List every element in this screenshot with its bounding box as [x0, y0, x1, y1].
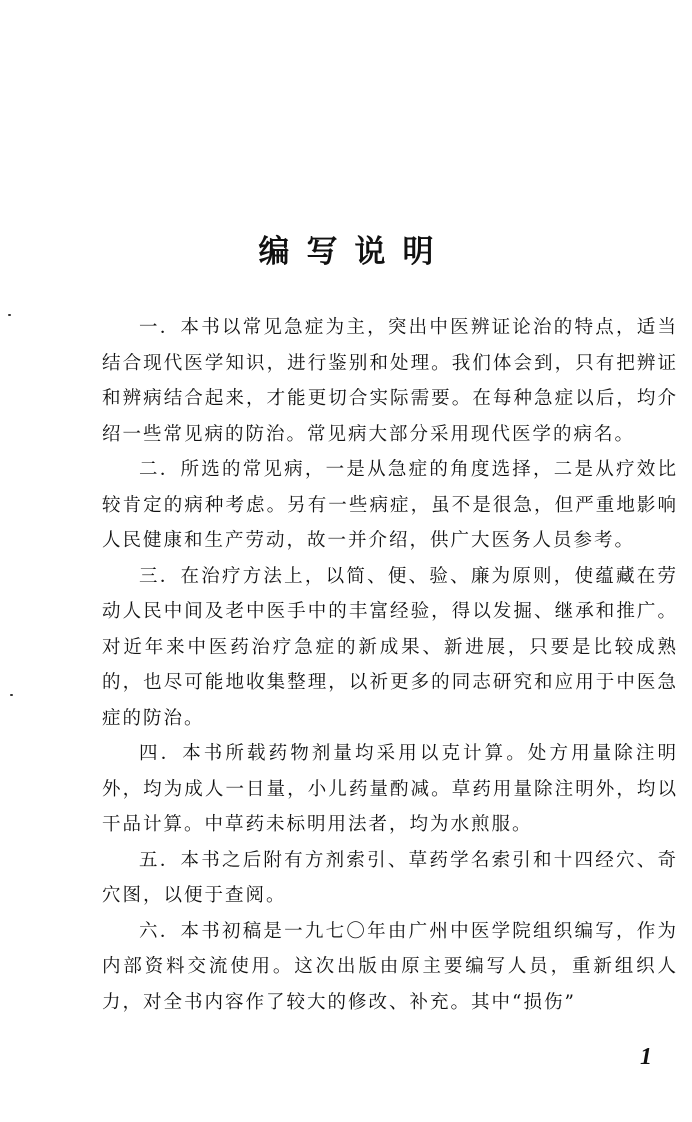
- paragraph-5: 五．本书之后附有方剂索引、草药学名索引和十四经穴、奇穴图，以便于查阅。: [102, 849, 678, 906]
- paragraph-6: 六．本书初稿是一九七〇年由广州中医学院组织编写，作为内部资料交流使用。这次出版由原主要编写人员，重新组织人力，对全书内容作了较大的修改、补充。其中“损伤”: [102, 920, 678, 1013]
- paragraph-4: 四．本书所载药物剂量均采用以克计算。处方用量除注明外，均为成人一日量，小儿药量酌减。草药用量除注明外，均以干品计算。中草药未标明用法者，均为水煎服。: [102, 743, 678, 835]
- paragraph-2: 二．所选的常见病，一是从急症的角度选择，二是从疗效比较肯定的病种考虑。另有一些病症，虽不是很急，但严重地影响人民健康和生产劳动，故一并介绍，供广大医务人员参考。: [102, 459, 678, 551]
- paragraph-3: 三．在治疗方法上，以简、便、验、廉为原则，使蕴藏在劳动人民中间及老中医手中的丰富经验，得以发掘、继承和推广。对近年来中医药治疗急症的新成果、新进展，只要是比较成熟的，也尽可能地收集整理，以祈更多的同志研究和应用于中医急症的防治。: [102, 565, 678, 729]
- page-number: 1: [640, 1044, 652, 1070]
- page-title: 编写说明: [258, 234, 451, 270]
- scan-speck: [8, 314, 11, 316]
- scan-speck: [10, 694, 13, 696]
- paragraph-1: 一．本书以常见急症为主，突出中医辨证论治的特点，适当结合现代医学知识，进行鉴别和处理。我们体会到，只有把辨证和辨病结合起来，才能更切合实际需要。在每种急症以后，均介绍一些常见病的防治。常见病大部分采用现代医学的病名。: [102, 317, 678, 445]
- body-text: [102, 310, 678, 1020]
